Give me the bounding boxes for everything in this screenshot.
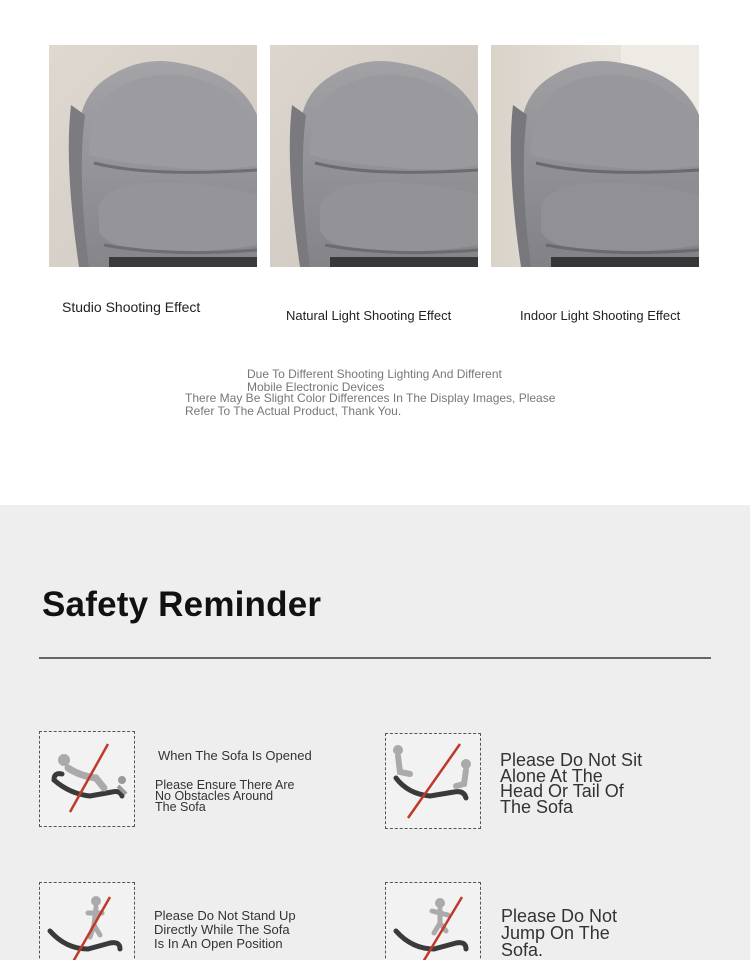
section-divider — [39, 657, 711, 659]
reminder-obstacles-heading: When The Sofa Is Opened — [158, 748, 312, 763]
safety-title: Safety Reminder — [42, 585, 322, 624]
no-stand-up-icon — [39, 882, 135, 960]
caption-indoor-light: Indoor Light Shooting Effect — [520, 308, 681, 323]
reminder-jump-text: Please Do Not Jump On The Sofa. — [501, 906, 618, 960]
no-sit-on-end-icon — [385, 733, 481, 829]
no-obstacles-icon — [39, 731, 135, 827]
sofa-photo-natural-light — [270, 45, 478, 267]
no-jump-icon — [385, 882, 481, 960]
sofa-photo-studio — [49, 45, 257, 267]
reminder-sit-end-text: Please Do Not Sit Alone At The Head Or Tail Of The Sofa — [500, 750, 643, 817]
caption-natural-light: Natural Light Shooting Effect — [286, 308, 452, 323]
reminder-stand-up-text: Please Do Not Stand Up Directly While The Sofa Is In An Open Position — [154, 908, 296, 951]
safety-reminder-section — [0, 505, 750, 960]
color-note-line2: There May Be Slight Color Differences In The Display Images, Please Refer To The Actual Product, Thank You. — [185, 391, 556, 418]
caption-studio: Studio Shooting Effect — [62, 299, 201, 315]
reminder-obstacles-text: Please Ensure There Are No Obstacles Around The Sofa — [155, 778, 295, 814]
color-note-line1: Due To Different Shooting Lighting And Different Mobile Electronic Devices — [247, 367, 502, 394]
sofa-photo-indoor-light — [491, 45, 699, 267]
